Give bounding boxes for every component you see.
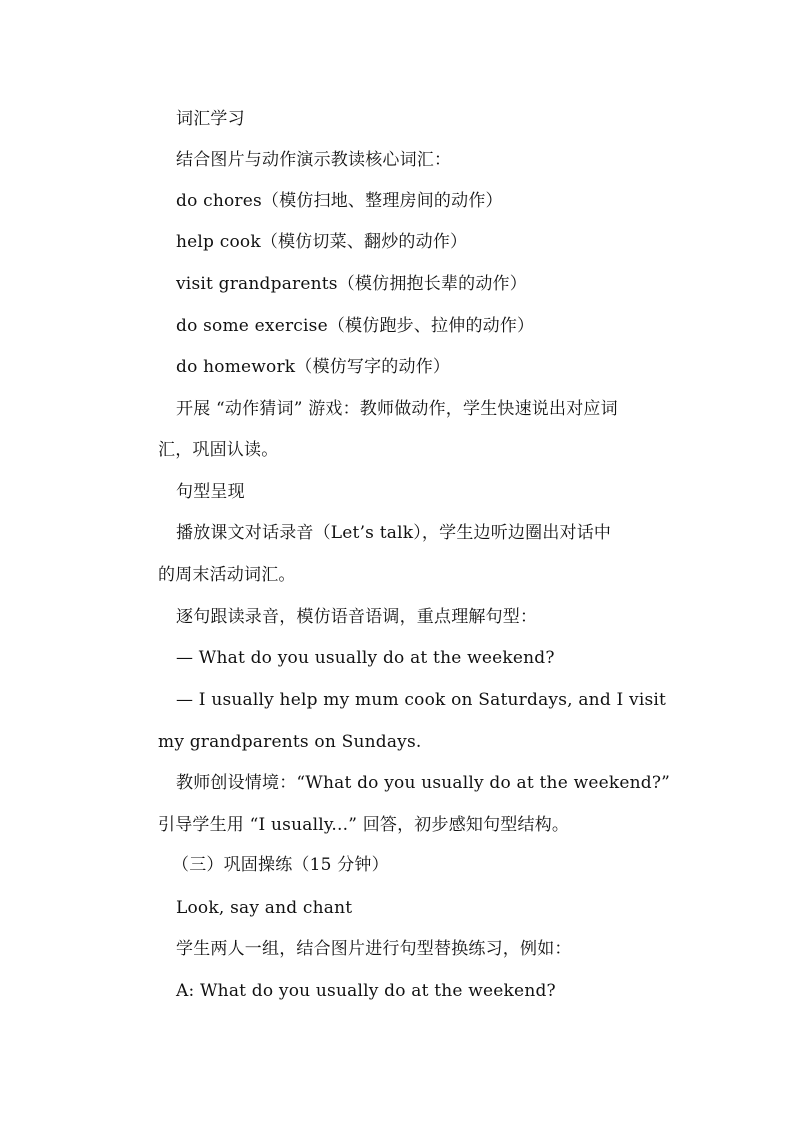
vocabulary-item: visit grandparents（模仿拥抱长辈的动作）: [176, 274, 527, 294]
paragraph-line: 逐句跟读录音，模仿语音语调，重点理解句型：: [176, 607, 538, 627]
paragraph-line: 结合图片与动作演示教读核心词汇：: [176, 150, 452, 170]
dialogue-line: — What do you usually do at the weekend?: [176, 648, 555, 668]
paragraph-line: 学生两人一组，结合图片进行句型替换练习，例如：: [176, 939, 572, 959]
paragraph-line: 播放课文对话录音（Let’s talk），学生边听边圈出对话中: [176, 523, 612, 543]
paragraph-line: 汇，巩固认读。: [158, 440, 279, 460]
paragraph-line: 教师创设情境：“What do you usually do at the weekend?”: [176, 773, 671, 793]
section-heading-vocabulary: 词汇学习: [176, 109, 245, 129]
vocabulary-item: help cook（模仿切菜、翻炒的动作）: [176, 232, 468, 252]
paragraph-line: 引导学生用 “I usually...” 回答，初步感知句型结构。: [158, 815, 570, 835]
dialogue-line: — I usually help my mum cook on Saturdays, and I visit: [176, 690, 667, 710]
section-heading-practice: （三）巩固操练（15 分钟）: [172, 855, 389, 875]
paragraph-line: 开展 “动作猜词” 游戏：教师做动作，学生快速说出对应词: [176, 399, 618, 419]
paragraph-line: 的周末活动词汇。: [158, 565, 296, 585]
vocabulary-item: do homework（模仿写字的动作）: [176, 357, 451, 377]
activity-title: Look, say and chant: [176, 898, 353, 918]
section-heading-sentence: 句型呈现: [176, 482, 245, 502]
dialogue-line: A: What do you usually do at the weekend?: [176, 981, 556, 1001]
dialogue-line: my grandparents on Sundays.: [158, 732, 422, 752]
vocabulary-item: do some exercise（模仿跑步、拉伸的动作）: [176, 316, 535, 336]
vocabulary-item: do chores（模仿扫地、整理房间的动作）: [176, 191, 503, 211]
